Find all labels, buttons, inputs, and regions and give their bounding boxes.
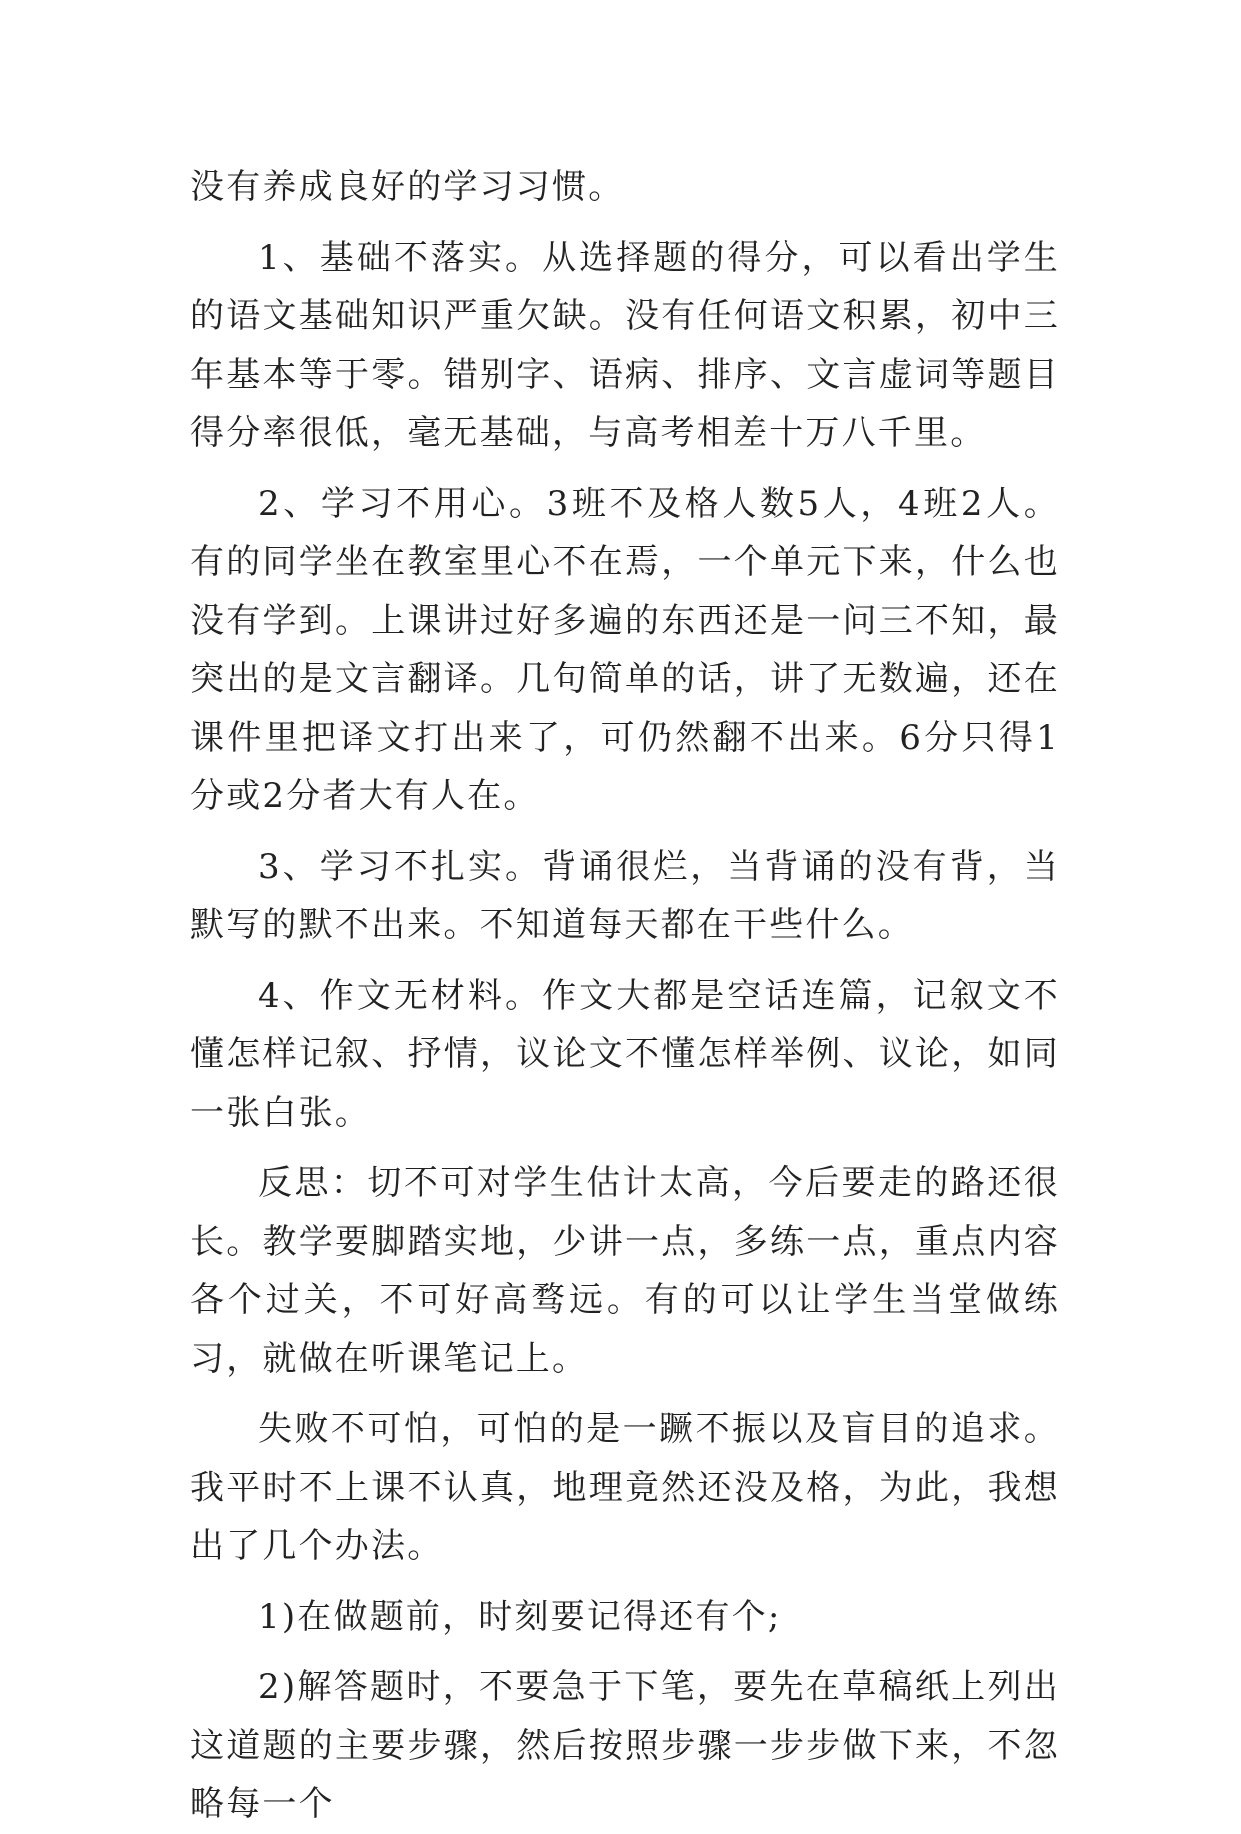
paragraph-point-3: 3、学习不扎实。背诵很烂，当背诵的没有背，当默写的默不出来。不知道每天都在干些什么。	[190, 846, 1060, 945]
paragraph-method-2: 2)解答题时，不要急于下笔，要先在草稿纸上列出这道题的主要步骤，然后按照步骤一步步做下来，不忽略每一个	[190, 1667, 1060, 1824]
paragraph-opening: 没有养成良好的学习习惯。	[190, 167, 625, 207]
paragraph-point-1: 1、基础不落实。从选择题的得分，可以看出学生的语文基础知识严重欠缺。没有任何语文积累，初中三年基本等于零。错别字、语病、排序、文言虚词等题目得分率很低，毫无基础，与高考相差十万八千里。	[190, 237, 1060, 453]
paragraph-point-4: 4、作文无材料。作文大都是空话连篇，记叙文不懂怎样记叙、抒情，议论文不懂怎样举例、议论，如同一张白张。	[190, 975, 1060, 1133]
paragraph-point-2: 2、学习不用心。3班不及格人数5人，4班2人。有的同学坐在教室里心不在焉，一个单元下来，什么也没有学到。上课讲过好多遍的东西还是一问三不知，最突出的是文言翻译。几句简单的话，讲了无数遍，还在课件里把译文打出来了，可仍然翻不出来。6分只得1分或2分者大有人在。	[190, 483, 1060, 816]
paragraph-reflection: 反思：切不可对学生估计太高，今后要走的路还很长。教学要脚踏实地，少讲一点，多练一点，重点内容各个过关，不可好高骛远。有的可以让学生当堂做练习，就做在听课笔记上。	[190, 1163, 1060, 1379]
paragraph-failure: 失败不可怕，可怕的是一蹶不振以及盲目的追求。我平时不上课不认真，地理竟然还没及格，为此，我想出了几个办法。	[190, 1409, 1060, 1566]
paragraph-method-1: 1)在做题前，时刻要记得还有个;	[258, 1596, 782, 1637]
document-body	[190, 158, 1060, 1834]
